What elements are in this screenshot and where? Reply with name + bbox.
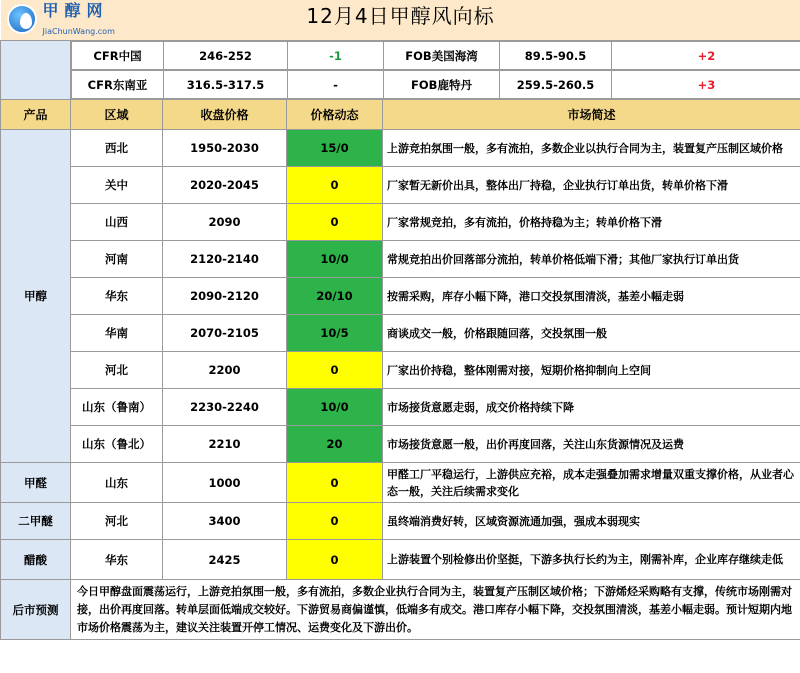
trend-cell: 10/5 <box>287 315 383 352</box>
trend-cell: 0 <box>287 540 383 580</box>
price-cell: 2120-2140 <box>163 241 287 278</box>
header-region: 区域 <box>71 100 163 130</box>
price-cell: 2090-2120 <box>163 278 287 315</box>
title-row <box>1 0 800 41</box>
region-cell: 河南 <box>71 241 163 278</box>
region-cell: 山东 <box>71 463 163 503</box>
summary-row <box>1 70 800 100</box>
table-row <box>1 503 800 540</box>
header-row <box>1 100 800 130</box>
trend-cell: 0 <box>287 204 383 241</box>
summary-price: 259.5-260.5 <box>500 71 612 99</box>
summary-change: - <box>288 71 384 99</box>
summary-change: +3 <box>612 71 800 99</box>
region-cell: 华东 <box>71 278 163 315</box>
table-row <box>1 204 800 241</box>
header-trend: 价格动态 <box>287 100 383 130</box>
trend-cell: 0 <box>287 463 383 503</box>
logo-cn-text: 甲醇网 <box>42 1 109 20</box>
price-cell: 1950-2030 <box>163 130 287 167</box>
summary-change: -1 <box>288 42 384 70</box>
summary-label: CFR中国 <box>72 42 164 70</box>
region-cell: 华南 <box>71 315 163 352</box>
region-cell: 河北 <box>71 352 163 389</box>
region-cell: 山东（鲁南） <box>71 389 163 426</box>
region-cell: 山东（鲁北） <box>71 426 163 463</box>
description-cell: 厂家常规竞拍，多有流拍，价格持稳为主；转单价格下滑 <box>383 204 800 241</box>
trend-cell: 0 <box>287 167 383 204</box>
product-cell: 甲醇 <box>1 130 71 463</box>
price-cell: 3400 <box>163 503 287 540</box>
price-cell: 2230-2240 <box>163 389 287 426</box>
description-cell: 上游装置个别检修出价坚挺，下游多执行长约为主，刚需补库，企业库存继续走低 <box>383 540 800 580</box>
product-cell: 甲醛 <box>1 463 71 503</box>
description-cell: 上游竞拍氛围一般，多有流拍，多数企业以执行合同为主，装置复产压制区域价格 <box>383 130 800 167</box>
description-cell: 虽终端消费好转，区域资源流通加强，强成本弱现实 <box>383 503 800 540</box>
trend-cell: 0 <box>287 352 383 389</box>
summary-cells <box>71 70 800 100</box>
summary-cells <box>71 41 800 71</box>
region-cell: 西北 <box>71 130 163 167</box>
header-product: 产品 <box>1 100 71 130</box>
description-cell: 厂家暂无新价出具，整体出厂持稳，企业执行订单出货，转单价格下滑 <box>383 167 800 204</box>
region-cell: 河北 <box>71 503 163 540</box>
price-cell: 1000 <box>163 463 287 503</box>
header-close: 收盘价格 <box>163 100 287 130</box>
summary-label: FOB鹿特丹 <box>384 71 500 99</box>
description-cell: 厂家出价持稳，整体刚需对接，短期价格抑制向上空间 <box>383 352 800 389</box>
trend-cell: 15/0 <box>287 130 383 167</box>
header-desc: 市场简述 <box>383 100 800 130</box>
forecast-row <box>1 580 800 640</box>
table-row <box>1 352 800 389</box>
price-cell: 2425 <box>163 540 287 580</box>
price-cell: 2200 <box>163 352 287 389</box>
price-cell: 2210 <box>163 426 287 463</box>
summary-price: 246-252 <box>164 42 288 70</box>
price-cell: 2020-2045 <box>163 167 287 204</box>
summary-price: 89.5-90.5 <box>500 42 612 70</box>
summary-label: FOB美国海湾 <box>384 42 500 70</box>
description-cell: 商谈成交一般，价格跟随回落，交投氛围一般 <box>383 315 800 352</box>
trend-cell: 20/10 <box>287 278 383 315</box>
product-cell: 二甲醚 <box>1 503 71 540</box>
table-row <box>1 315 800 352</box>
table-row <box>1 463 800 503</box>
table-row <box>1 389 800 426</box>
region-cell: 山西 <box>71 204 163 241</box>
page-title: 12月4日甲醇风向标 <box>306 4 495 28</box>
summary-change: +2 <box>612 42 800 70</box>
table-row <box>1 167 800 204</box>
trend-cell: 10/0 <box>287 241 383 278</box>
forecast-label: 后市预测 <box>1 580 71 640</box>
summary-price: 316.5-317.5 <box>164 71 288 99</box>
table-row <box>1 278 800 315</box>
region-cell: 关中 <box>71 167 163 204</box>
region-cell: 华东 <box>71 540 163 580</box>
table-row <box>1 241 800 278</box>
table-row <box>1 540 800 580</box>
logo-en-text: JiaChunWang.com <box>42 27 115 36</box>
price-cell: 2070-2105 <box>163 315 287 352</box>
summary-label: CFR东南亚 <box>72 71 164 99</box>
price-cell: 2090 <box>163 204 287 241</box>
summary-spacer <box>1 41 71 100</box>
description-cell: 市场接货意愿一般，出价再度回落，关注山东货源情况及运费 <box>383 426 800 463</box>
product-cell: 醋酸 <box>1 540 71 580</box>
table-row <box>1 426 800 463</box>
description-cell: 市场接货意愿走弱，成交价格持续下降 <box>383 389 800 426</box>
trend-cell: 20 <box>287 426 383 463</box>
trend-cell: 10/0 <box>287 389 383 426</box>
summary-row <box>1 41 800 71</box>
table-row <box>1 130 800 167</box>
description-cell: 常规竞拍出价回落部分流拍，转单价格低端下滑；其他厂家执行订单出货 <box>383 241 800 278</box>
description-cell: 甲醛工厂平稳运行，上游供应充裕，成本走强叠加需求增量双重支撑价格，从业者心态一般，关注后续需求变化 <box>383 463 800 503</box>
description-cell: 按需采购，库存小幅下降，港口交投氛围清淡，基差小幅走弱 <box>383 278 800 315</box>
forecast-text: 今日甲醇盘面震荡运行，上游竞拍氛围一般，多有流拍，多数企业执行合同为主，装置复产压制区域价格；下游烯烃采购略有支撑，传统市场刚需对接，出价再度回落。转单层面低端成交较好。下游贸易商偏谨慎，低端多有成交。港口库存小幅下降，交投氛围清淡，基差小幅走弱。预计短期内地市场价格震荡为主，建议关注装置开停工情况、运费变化及下游出价。 <box>71 580 800 640</box>
trend-cell: 0 <box>287 503 383 540</box>
